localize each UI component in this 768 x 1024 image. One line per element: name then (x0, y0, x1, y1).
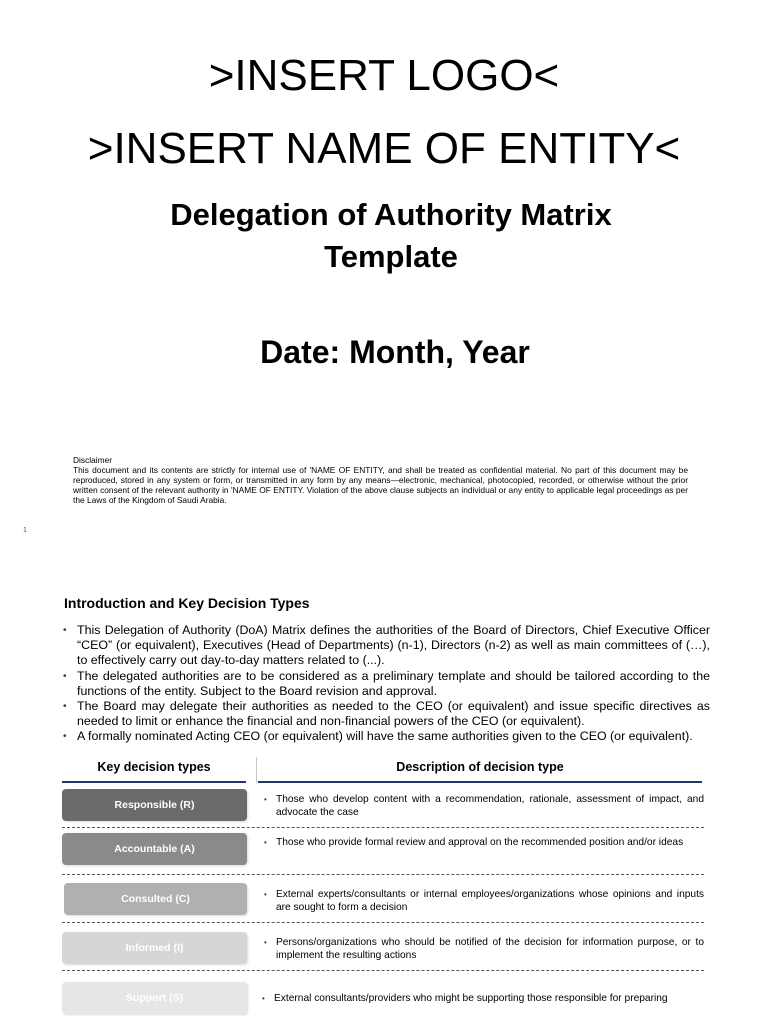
bullet-dot-icon: • (264, 890, 267, 899)
description-accountable (264, 836, 704, 849)
description-text: External experts/consultants or internal employees/organizations whose opinions and inputs are sought to form a decision (276, 889, 704, 913)
row-divider (62, 827, 704, 828)
description-text: Those who provide formal review and approval on the recommended position and/or ideas (276, 837, 684, 848)
decision-type-support: Support (S) (62, 982, 247, 1014)
row-divider (62, 874, 704, 875)
description-text: Persons/organizations who should be notified of the decision for information purpose, or to implement the resulting actions (276, 937, 704, 961)
bullet-dot-icon: • (63, 701, 67, 713)
intro-bullet-list (62, 623, 710, 745)
list-item (62, 699, 710, 729)
bullet-dot-icon: • (63, 625, 67, 636)
description-support (262, 992, 702, 1005)
bullet-dot-icon: • (63, 731, 67, 743)
row-divider (62, 970, 704, 971)
bullet-dot-icon: • (262, 994, 265, 1003)
description-informed (264, 936, 704, 962)
title-line-1: Delegation of Authority Matrix (170, 197, 612, 232)
row-divider (62, 922, 704, 923)
document-date: Date: Month, Year (260, 334, 530, 370)
list-item (62, 623, 710, 669)
logo-placeholder: >INSERT LOGO< (208, 51, 560, 100)
disclaimer-body: This document and its contents are strictly for internal use of 'NAME OF ENTITY, and shall be treated as confidential material. No part of this document may be reproduced, stored in any system or form, or transmitted in any form by any means—electronic, mechanical, photocopied, recorded, or otherwise without the prior written consent of the relevant authority in 'NAME OF ENTITY. Violation of the above clause subjects an individual or any entity to applicable legal proceedings as per the Laws of the Kingdom of Saudi Arabia. (73, 465, 688, 505)
description-consulted (264, 888, 704, 914)
bullet-dot-icon: • (63, 670, 67, 682)
bullet-dot-icon: • (264, 838, 267, 847)
description-responsible (264, 793, 704, 819)
decision-type-accountable: Accountable (A) (62, 833, 247, 865)
header-divider (256, 757, 257, 783)
decision-type-responsible: Responsible (R) (62, 789, 247, 821)
disclaimer (73, 455, 688, 505)
header-rule-left (62, 781, 246, 783)
bullet-text: The delegated authorities are to be considered as a preliminary template and should be tailored according to the functions of the entity. Subject to the Board revision and approval. (77, 668, 710, 698)
list-item (62, 669, 710, 699)
section-title: Introduction and Key Decision Types (64, 595, 310, 611)
description-text: External consultants/providers who might be supporting those responsible for preparing (274, 993, 668, 1004)
description-text: Those who develop content with a recommendation, rationale, assessment of impact, and advocate the case (276, 794, 704, 818)
bullet-text: A formally nominated Acting CEO (or equivalent) will have the same authorities given to the CEO (or equivalent). (77, 729, 693, 744)
table-header-key-decision-types: Key decision types (97, 760, 211, 774)
entity-name-placeholder: >INSERT NAME OF ENTITY< (87, 124, 681, 173)
header-rule-right (258, 781, 702, 783)
decision-type-informed: Informed (I) (62, 932, 247, 964)
document-title (0, 194, 768, 278)
list-item (62, 729, 710, 744)
page-number: 1 (23, 527, 27, 534)
bullet-dot-icon: • (264, 795, 267, 804)
decision-type-consulted: Consulted (C) (64, 883, 247, 915)
bullet-text: The Board may delegate their authorities as needed to the CEO (or equivalent) and issue specific directives as needed to limit or enhance the financial and non-financial powers of the CEO (or equivalent). (77, 699, 710, 729)
disclaimer-heading: Disclaimer (73, 455, 113, 465)
title-line-2: Template (324, 239, 458, 274)
bullet-text: This Delegation of Authority (DoA) Matrix defines the authorities of the Board of Directors, Chief Executive Officer “CEO” (or equivalent), Executives (Head of Departments) (n-1), Directors (n-2) as well as main committees of (…), to effectively carry out day-to-day matters related to (...). (77, 623, 710, 668)
table-header-description: Description of decision type (396, 760, 564, 774)
bullet-dot-icon: • (264, 938, 267, 947)
